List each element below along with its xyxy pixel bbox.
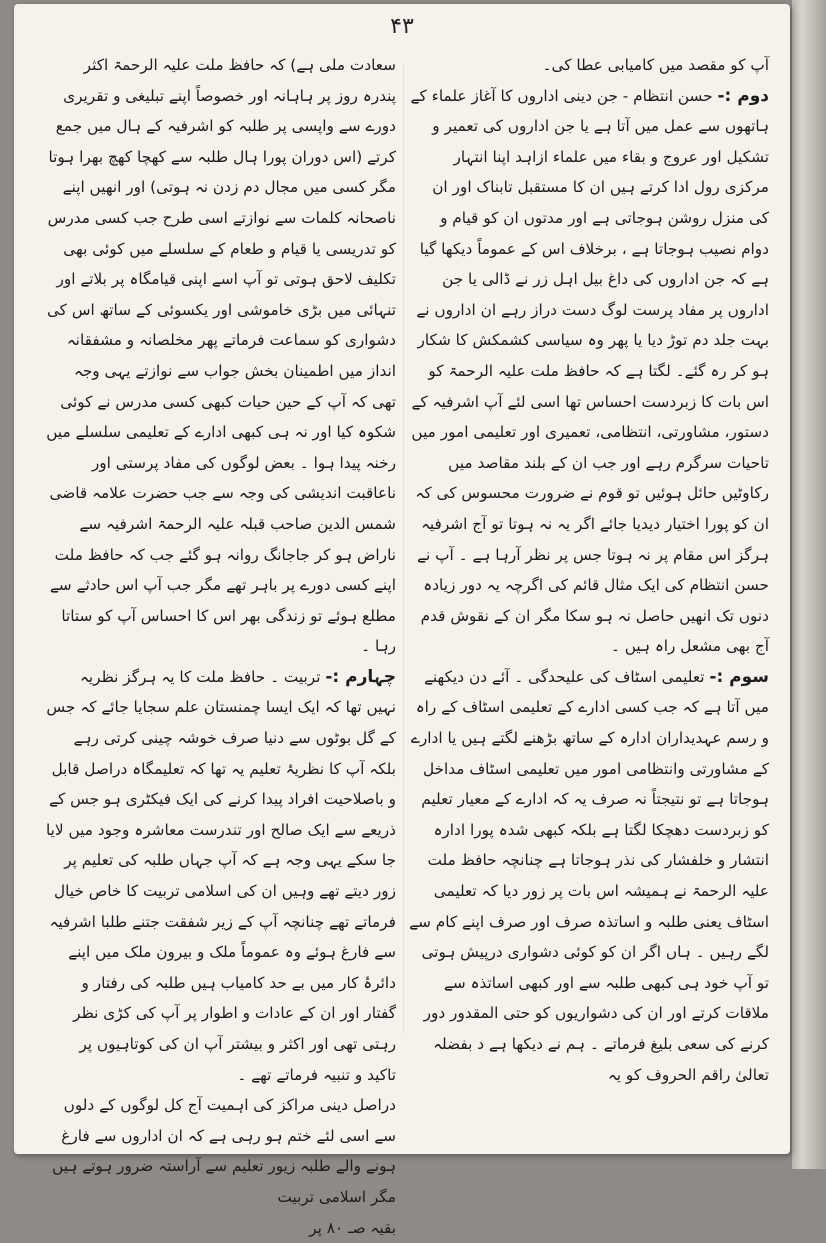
paragraph — [46, 662, 396, 1090]
page-number: ۴۳ — [390, 14, 414, 39]
paragraph-text: حسن انتظام - جن دینی اداروں کا آغاز علماء کے ہاتھوں سے عمل میں آتا ہے یا جن اداروں کی تعمیر و تشکیل اور عروج و بقاء میں علماء ازاہد اپنا انتہار مرکزی رول ادا کرتے ہیں ان کا مستقبل تابناک اور ان کی منزل روشن ہوجاتی ہے اور مدتوں ان کو قیام و دوام نصیب ہوجاتا ہے ، برخلاف اس کے عموماً دیکھا گیا ہے کہ جن اداروں کی داغ بیل اہل زر نے ڈالی یا جن اداروں پر مفاد پرست لوگ دست دراز رہے ان اداروں نے بہت جلد دم توڑ دیا یا پھر وہ سیاسی کشمکش کا شکار ہو کر رہ گئے۔ لگتا ہے کہ حافظ ملت علیہ الرحمۃ کو اس بات کا زبردست احساس تھا اسی لئے آپ اشرفیہ کے دستور، مشاورتی، انتظامی، تعمیری اور تعلیمی امور میں تاحیات سرگرم رہے اور جب ان کے بلند مقاصد میں رکاوٹیں حائل ہوئیں تو قوم نے ضرورت محسوس کی کہ ان کو پورا اختیار دیدیا جائے اگر یہ نہ ہوتا تو آج اشرفیہ ہرگز اس مقام پر نہ ہوتا جس پر نظر آرہا ہے ۔ آپ نے حسن انتظام کی ایک مثال قائم کی اگرچہ یہ دور زیادہ دنوں تک انھیں حاصل نہ ہو سکا مگر ان کے نقوش قدم آج بھی مشعل راہ ہیں ۔ — [410, 86, 769, 656]
paragraph-text: دراصل دینی مراکز کی اہمیت آج کل لوگوں کے دلوں سے اسی لئے ختم ہو رہی ہے کہ ان اداروں سے فارغ ہونے والے طلبہ زیور تعلیم سے آراستہ ضرور ہوتے ہیں مگر اسلامی تربیت — [52, 1096, 396, 1206]
paragraph-lead: چہارم :- — [325, 666, 396, 687]
book-page — [14, 4, 790, 1237]
paragraph — [409, 50, 769, 81]
paragraph-text: آپ کو مقصد میں کامیابی عطا کی۔ — [542, 56, 769, 74]
column-gutter — [403, 64, 404, 1034]
paragraph-text: تربیت ۔ حافظ ملت کا یہ ہرگز نظریہ نہیں تھا کہ ایک ایسا چمنستان علم سجایا جائے کہ جس کے گل بوٹوں سے دنیا صرف خوشہ چینی کرتی رہے بلکہ آپ کا نظریۂ تعلیم یہ تھا کہ تعلیمگاہ دراصل قابل و باصلاحیت افراد پیدا کرنے کی ایک فیکٹری ہو جس کے ذریعے سے ایک صالح اور تندرست معاشرہ وجود میں لایا جا سکے یہی وجہ ہے کہ آپ جہاں طلبہ کی تعلیم پر زور دیتے تھے وہیں ان کی اسلامی تربیت کا خاص خیال فرماتے تھے چنانچہ آپ کے زیر شفقت جتنے طلبا اشرفیہ سے فارغ ہوئے وہ عموماً ملک و بیرون ملک میں اپنے دائرۂ کار میں بے حد کامیاب ہیں طلبہ کی رفتار و گفتار اور ان کے عادات و اطوار پر آپ کی کڑی نظر رہتی تھی اور اکثر و بیشتر آپ ان کی کوتاہیوں پر تاکید و تنبیہ فرماتے تھے ۔ — [46, 667, 396, 1084]
paragraph-text: بقیہ صـ ۸۰ پر — [309, 1218, 396, 1237]
paragraph — [46, 1090, 396, 1212]
paragraph — [46, 50, 396, 662]
paragraph-text: تعلیمی اسٹاف کی علیحدگی ۔ آئے دن دیکھنے میں آتا ہے کہ جب کسی ادارے کے تعلیمی اسٹاف کے راہ و رسم عہدیداران ادارہ کے ساتھ بڑھنے لگتے ہیں یا ادارے کے مشاورتی وانتظامی امور میں تعلیمی اسٹاف مداخل ہوجاتا ہے تو نتیجتاً نہ صرف یہ کہ ادارے کے معیار تعلیم کو زبردست دھچکا لگتا ہے بلکہ کبھی شدہ پورا ادارہ انتشار و خلفشار کی نذر ہوجاتا ہے چنانچہ حافظ ملت علیہ الرحمۃ نے ہمیشہ اس بات پر زور دیا کہ تعلیمی اسٹاف یعنی طلبہ و اساتذہ صرف اور صرف اپنے کام سے لگے رہیں ۔ ہاں اگر ان کو کوئی دشواری درپیش ہوتی تو آپ خود ہی کبھی طلبہ سے اور کبھی اساتذہ سے ملاقات کرتے اور ان کی دشواریوں کو حتی المقدور دور کرنے کی سعی بلیغ فرماتے ۔ ہم نے دیکھا ہے د بفضلہ تعالیٰ راقم الحروف کو یہ — [409, 667, 769, 1084]
paragraph — [409, 81, 769, 662]
book-page-edge — [792, 0, 826, 1169]
paragraph-lead: سوم :- — [709, 666, 769, 687]
continuation-note — [46, 1213, 396, 1243]
paragraph-lead: دوم :- — [717, 85, 769, 106]
left-column — [46, 50, 396, 1237]
paragraph — [409, 662, 769, 1090]
paragraph-text: سعادت ملی ہے) کہ حافظ ملت علیہ الرحمۃ اکثر پندرہ روز پر ہاہانہ اور خصوصاً اپنے تبلیغی و تقریری دورے سے واپسی پر طلبہ کو اشرفیہ کے ہال میں جمع کرتے (اس دوران پورا ہال طلبہ سے کھچا کھچ بھرا ہوتا مگر کسی میں مجال دم زدن نہ ہوتی) اور انھیں اپنے ناصحانہ کلمات سے نوازتے اسی طرح جب کسی مدرس کو تدریسی یا قیام و طعام کے سلسلے میں کوئی بھی تکلیف لاحق ہوتی تو آپ اسے اپنی قیامگاہ پر بلاتے اور تنہائی میں بڑی خاموشی اور یکسوئی کے ساتھ اس کی دشواری کو سماعت فرماتے پھر مخلصانہ و مشفقانہ انداز میں اطمینان بخش جواب سے نوازتے یہی وجہ تھی کہ آپ کے حین حیات کبھی کسی مدرس نے کوئی شکوہ کیا اور نہ ہی کبھی ادارے کے تعلیمی سلسلے میں رخنہ پیدا ہوا ۔ بعض لوگوں کی مفاد پرستی اور ناعاقبت اندیشی کی وجہ سے جب حضرت علامہ قاضی شمس الدین صاحب قبلہ علیہ الرحمۃ اشرفیہ سے ناراض ہو کر جاجانگ روانہ ہو گئے جب کہ حافظ ملت اپنے کسی دورے پر باہر تھے مگر جب آپ اس حادثے سے مطلع ہوئے تو زندگی بھر اس کا احساس آپ کو ستاتا رہا ۔ — [46, 56, 396, 656]
right-column — [409, 50, 769, 1124]
